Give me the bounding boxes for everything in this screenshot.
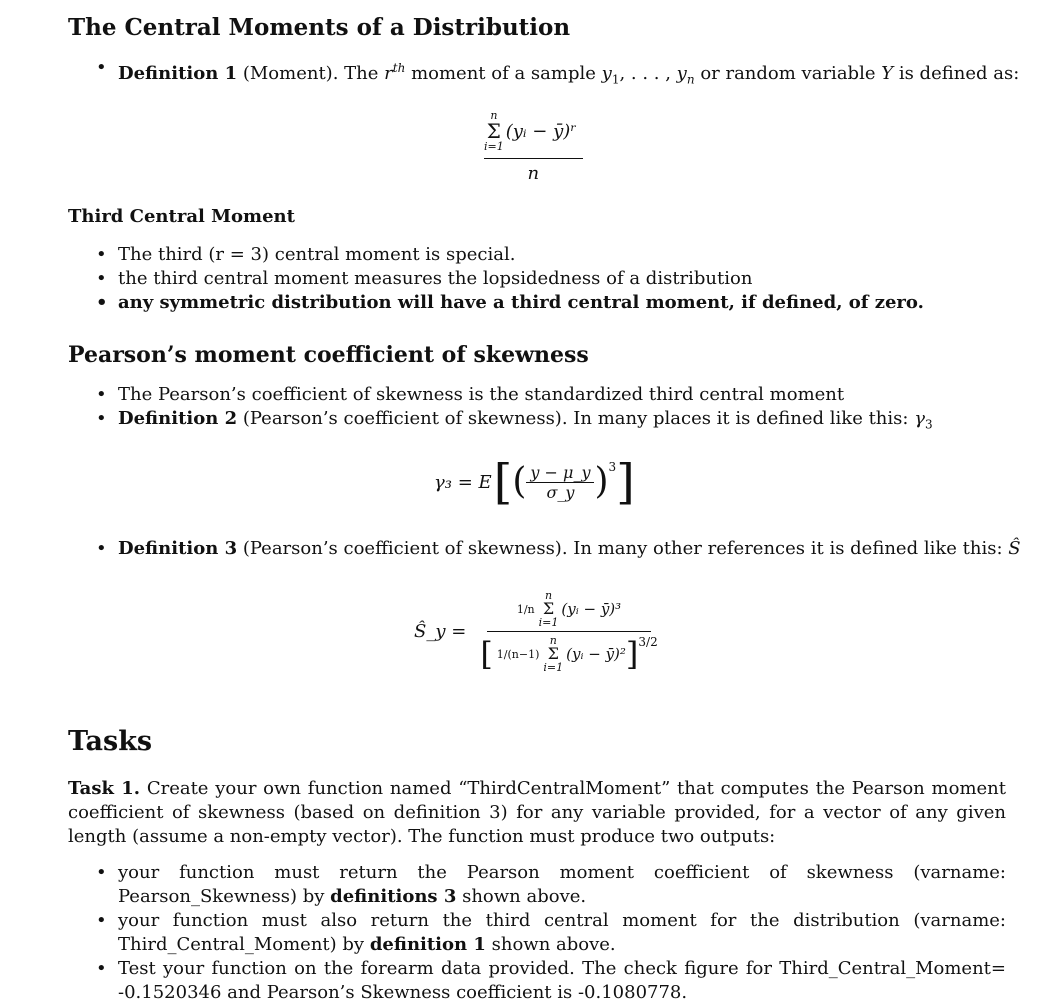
def1-name: (Moment). bbox=[242, 63, 339, 84]
tcm-item-2: • the third central moment measures the lopsidedness of a distribution bbox=[68, 267, 924, 291]
formula2-num: y − μ_y bbox=[526, 463, 594, 483]
task1-bullet-3: • Test your function on the forearm data provided. The check figure for Third_Central_Moment= -0.1520346 and Pearson’s Skewness coefficient is -0.1080778. bbox=[68, 957, 1006, 1005]
definition-1: • Definition 1 (Moment). The $r^{th}$ moment of a sample $y_1$, . . . , $y_n$ or random variable Y is defined as: bbox=[68, 56, 1019, 92]
formula3-num-coef: 1/n bbox=[516, 602, 535, 616]
def1-text-d: is defined as: bbox=[898, 63, 1020, 84]
tasks-title: Tasks bbox=[68, 726, 153, 757]
def2-label: Definition 2 bbox=[118, 408, 238, 429]
def1-label: Definition 1 bbox=[118, 63, 238, 84]
task1-bullets bbox=[68, 861, 1006, 1005]
formula3-den-body: (yᵢ − ȳ)² bbox=[566, 645, 626, 663]
gamma3-formula: γ₃ = E [ ( $\frac{y - \mu\_y}{\sigma\_y}$ ) $^3$ ] bbox=[434, 454, 635, 510]
pearson-title: Pearson’s moment coefficient of skewness bbox=[68, 342, 589, 368]
def3-label: Definition 3 bbox=[118, 538, 238, 559]
def1-text-c: or random variable bbox=[700, 63, 876, 84]
formula3-den-coef: 1/(n−1) bbox=[496, 647, 540, 661]
tcm-item-3: • any symmetric distribution will have a third central moment, if defined, of zero. bbox=[68, 291, 924, 315]
definition-2: • Definition 2 (Pearson’s coefficient of skewness). In many places it is defined like this: $\gamma_3$ bbox=[68, 407, 933, 437]
task1-paragraph bbox=[68, 777, 1006, 849]
task1-text: Create your own function named “ThirdCentralMoment” that computes the Pearson moment coefficient of skewness (based on definition 3) for any variable provided, for a vector of any given length (assume a non-empty vector). The function must produce two outputs: bbox=[68, 778, 1006, 847]
formula1-den: n bbox=[527, 163, 540, 184]
formula3-lhs: Ŝ_y = bbox=[414, 621, 467, 642]
third-central-moment-heading: Third Central Moment bbox=[68, 206, 295, 227]
formula1-body: (yᵢ − ȳ)ʳ bbox=[505, 120, 577, 142]
task1-bullet-2: • your function must also return the third central moment for the distribution (varname: Third_Central_Moment) by definition 1 shown above. bbox=[68, 909, 1006, 957]
third-central-moment-list bbox=[68, 243, 924, 315]
definition-3-list bbox=[68, 537, 1021, 561]
formula2-lhs: γ₃ = E bbox=[434, 471, 492, 493]
def3-text: (Pearson’s coefficient of skewness). In many other references it is defined like this: bbox=[242, 538, 1003, 559]
moment-formula: n Σ i=1 (yᵢ − ȳ)ʳ n bbox=[484, 110, 583, 184]
formula2-exp: 3 bbox=[608, 460, 617, 474]
formula2-den: σ_y bbox=[546, 482, 575, 502]
definition-1-list bbox=[68, 56, 1019, 92]
def2-text: (Pearson’s coefficient of skewness). In many places it is defined like this: bbox=[242, 408, 909, 429]
formula3-exp: 3/2 bbox=[638, 635, 658, 649]
skewness-formula: Ŝ_y = 1/n n Σ i=1 (yᵢ − ȳ)³ [ 1/(n−1) n Σ i=1 (yᵢ − ȳ)² ] $^{3/2}$ bbox=[414, 589, 658, 674]
task1-label: Task 1. bbox=[68, 778, 141, 799]
formula3-num-body: (yᵢ − ȳ)³ bbox=[561, 600, 622, 618]
def1-text-b: moment of a sample bbox=[411, 63, 596, 84]
section-title: The Central Moments of a Distribution bbox=[68, 14, 571, 41]
definition-3: • Definition 3 (Pearson’s coefficient of skewness). In many other references it is defined like this: Ŝ bbox=[68, 537, 1021, 561]
pearson-item-1: • The Pearson’s coefficient of skewness is the standardized third central moment bbox=[68, 383, 933, 407]
tcm-item-1: • The third (r = 3) central moment is special. bbox=[68, 243, 924, 267]
pearson-list bbox=[68, 383, 933, 437]
def1-text-a: The bbox=[344, 63, 379, 84]
task1-bullet-1: • your function must return the Pearson moment coefficient of skewness (varname: Pearson_Skewness) by definitions 3 shown above. bbox=[68, 861, 1006, 909]
